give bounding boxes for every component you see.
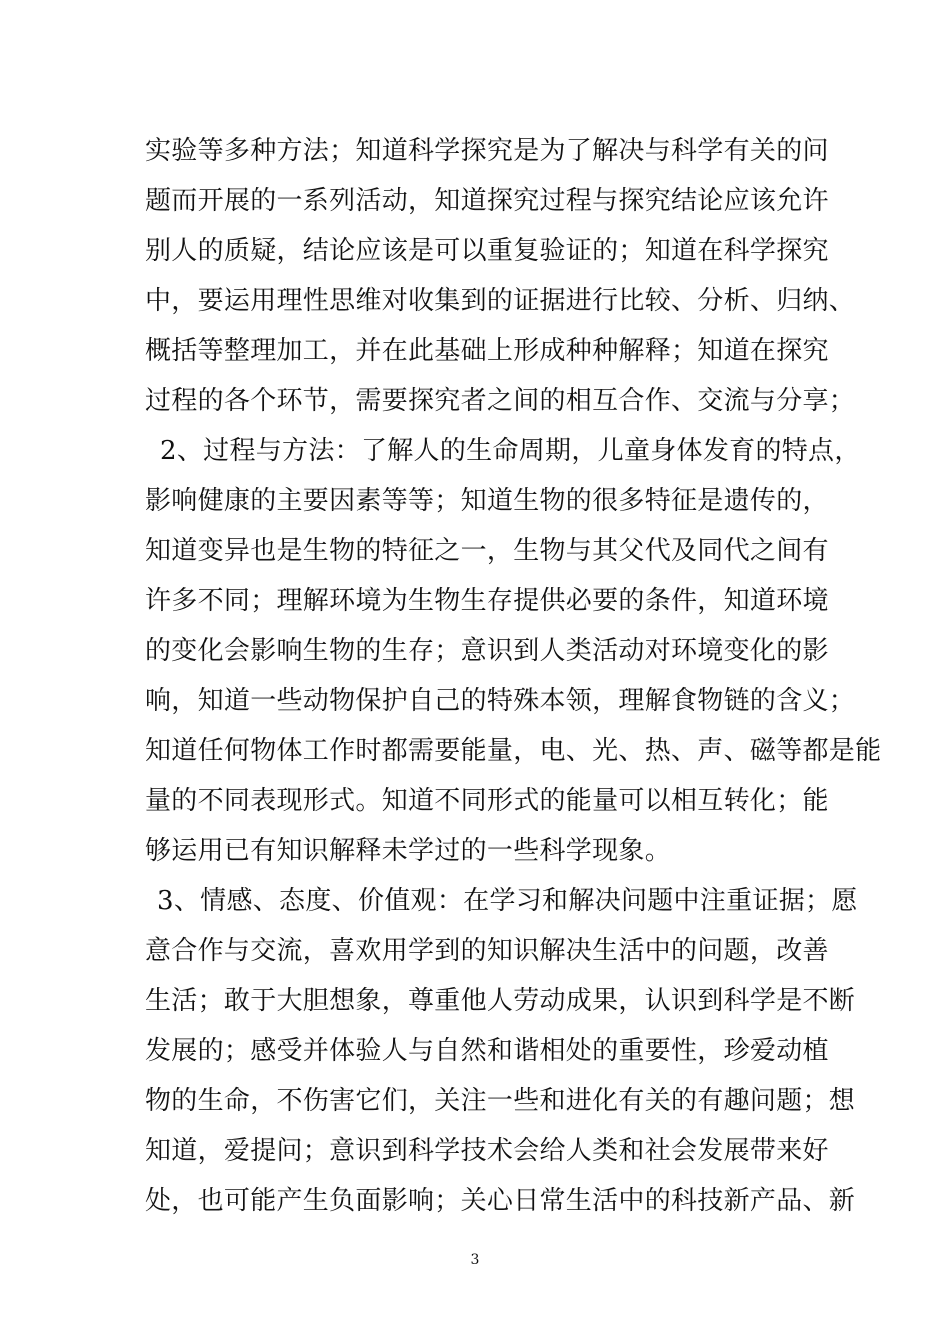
page-number: 3 xyxy=(470,1252,480,1268)
body-text-line: 题而开展的一系列活动，知道探究过程与探究结论应该允许 xyxy=(145,186,829,216)
body-text-line: 量的不同表现形式。知道不同形式的能量可以相互转化；能 xyxy=(145,786,829,816)
body-text-line: 知道任何物体工作时都需要能量，电、光、热、声、磁等都是能 xyxy=(145,736,882,766)
body-text-line: 物的生命，不伤害它们，关注一些和进化有关的有趣问题；想 xyxy=(145,1086,856,1116)
section-3-heading-line: 3、情感、态度、价值观：在学习和解决问题中注重证据；愿 xyxy=(157,886,858,916)
body-text-line: 的变化会影响生物的生存；意识到人类活动对环境变化的影 xyxy=(145,636,829,666)
body-text-line: 处，也可能产生负面影响；关心日常生活中的科技新产品、新 xyxy=(145,1186,856,1216)
body-text-line: 影响健康的主要因素等等；知道生物的很多特征是遗传的， xyxy=(145,486,829,516)
body-text-line: 实验等多种方法；知道科学探究是为了解决与科学有关的问 xyxy=(145,136,829,166)
body-text-line: 别人的质疑，结论应该是可以重复验证的；知道在科学探究 xyxy=(145,236,829,266)
section-2-heading-line: 2、过程与方法：了解人的生命周期，儿童身体发育的特点， xyxy=(160,436,861,466)
body-text-line: 生活；敢于大胆想象，尊重他人劳动成果，认识到科学是不断 xyxy=(145,986,856,1016)
body-text-line: 发展的；感受并体验人与自然和谐相处的重要性，珍爱动植 xyxy=(145,1036,829,1066)
body-text-line: 响，知道一些动物保护自己的特殊本领，理解食物链的含义； xyxy=(145,686,856,716)
body-text-line: 概括等整理加工，并在此基础上形成种种解释；知道在探究 xyxy=(145,336,829,366)
body-text-line: 中，要运用理性思维对收集到的证据进行比较、分析、归纳、 xyxy=(145,286,856,316)
body-text-line: 许多不同；理解环境为生物生存提供必要的条件，知道环境 xyxy=(145,586,829,616)
body-text-line: 知道，爱提问；意识到科学技术会给人类和社会发展带来好 xyxy=(145,1136,829,1166)
body-text-line: 过程的各个环节，需要探究者之间的相互合作、交流与分享； xyxy=(145,386,856,416)
body-text-line: 意合作与交流，喜欢用学到的知识解决生活中的问题，改善 xyxy=(145,936,829,966)
body-text-line: 够运用已有知识解释未学过的一些科学现象。 xyxy=(145,836,672,866)
body-text-line: 知道变异也是生物的特征之一，生物与其父代及同代之间有 xyxy=(145,536,829,566)
